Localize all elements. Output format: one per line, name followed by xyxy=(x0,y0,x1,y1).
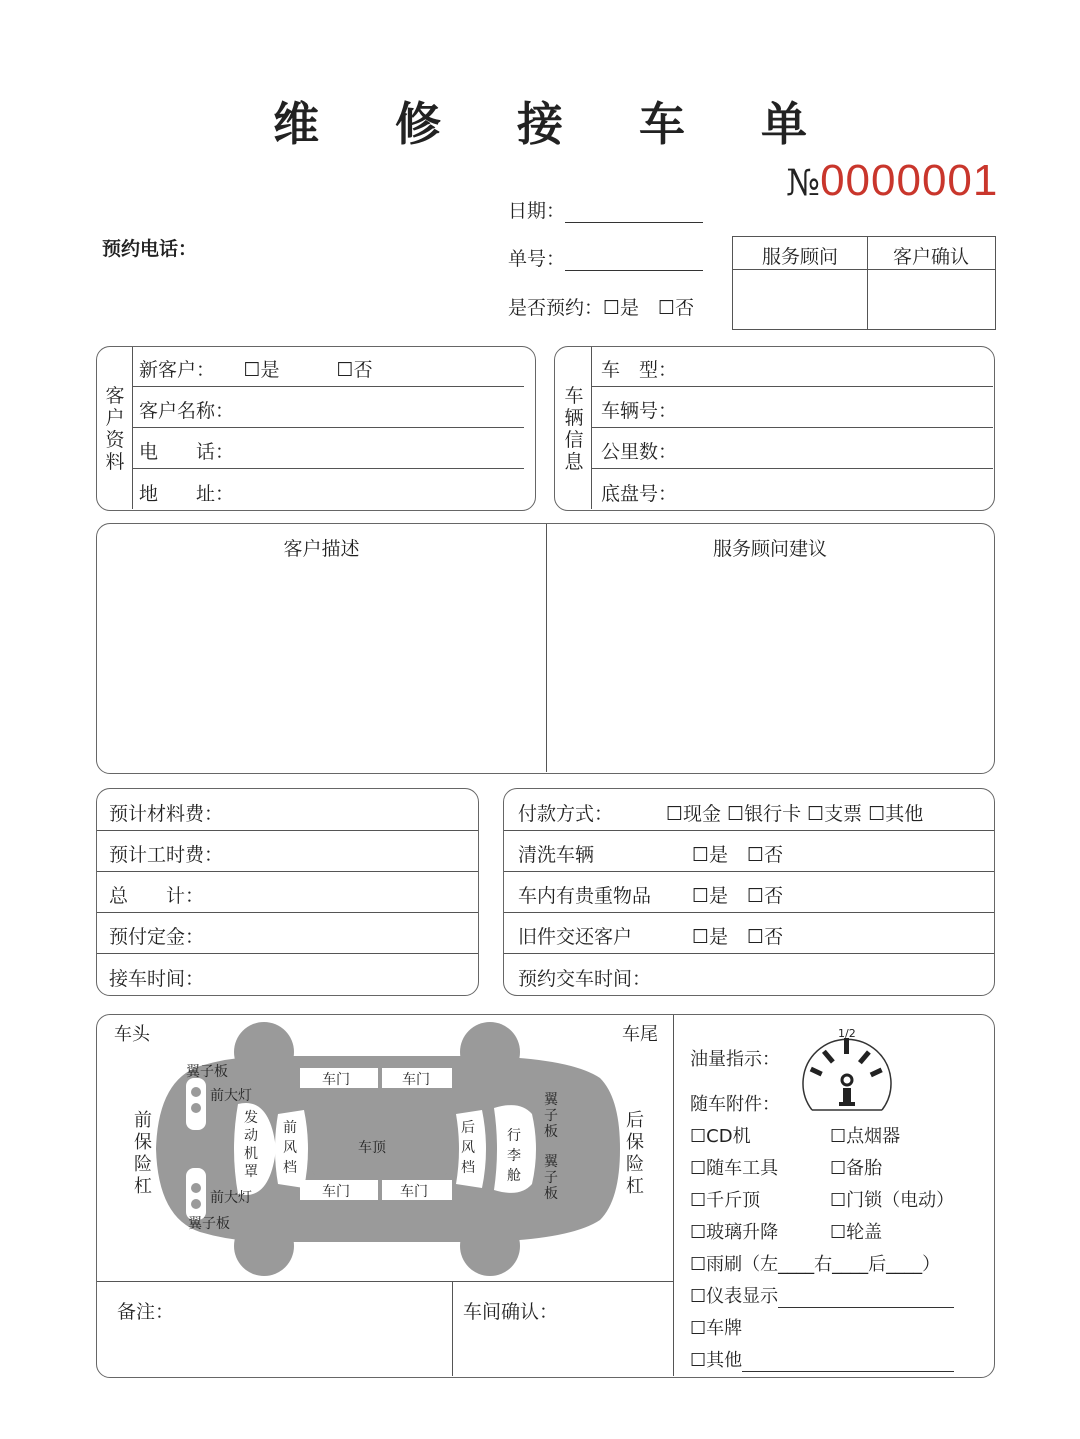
old-parts-label: 旧件交还客户 xyxy=(518,926,633,948)
fender-front-top-label[interactable]: 翼子板 xyxy=(186,1064,228,1080)
rear-windshield-char-1: 后 xyxy=(461,1120,475,1136)
serial-value: 0000001 xyxy=(820,156,999,205)
payment-method-options[interactable]: ☐现金 ☐银行卡 ☐支票 ☐其他 xyxy=(666,803,924,825)
vehicle-model-field[interactable]: 车 型： xyxy=(601,359,678,381)
rear-bumper-label[interactable] xyxy=(626,1110,650,1197)
rear-bumper-char-2: 保 xyxy=(626,1132,644,1153)
page-title: 维 修 接 车 单 xyxy=(272,97,838,151)
accessory-wiper[interactable]: ☐雨刷（左____右____后____） xyxy=(690,1254,941,1275)
remarks-label: 备注： xyxy=(117,1301,175,1323)
rear-bumper-char-1: 后 xyxy=(626,1110,644,1131)
rear-fender-bottom-char-2: 子 xyxy=(544,1170,558,1186)
door-rear-top-label[interactable]: 车门 xyxy=(402,1072,430,1088)
advisor-suggestion-label: 服务顾问建议 xyxy=(712,538,827,560)
accessories-label: 随车附件： xyxy=(690,1094,780,1115)
new-customer-field[interactable]: 新客户： ☐是 ☐否 xyxy=(139,359,373,381)
rear-bumper-char-4: 杠 xyxy=(626,1176,644,1197)
accessory-power-lock[interactable]: ☐门锁（电动） xyxy=(830,1190,955,1211)
advisor-suggestion-area[interactable] xyxy=(551,568,991,768)
wash-options[interactable]: ☐是 ☐否 xyxy=(692,844,784,866)
reservation-phone-label: 预约电话： xyxy=(102,238,198,260)
front-bumper-char-1: 前 xyxy=(134,1110,152,1131)
accessory-lighter[interactable]: ☐点烟器 xyxy=(830,1126,901,1147)
headlight-bottom-label[interactable]: 前大灯 xyxy=(210,1190,252,1206)
rear-fender-top-char-3: 板 xyxy=(544,1124,558,1140)
headlight-top-label[interactable]: 前大灯 xyxy=(210,1088,252,1104)
hood-char-1: 发 xyxy=(244,1110,258,1126)
valuables-options[interactable]: ☐是 ☐否 xyxy=(692,885,784,907)
accessory-dashboard-label: ☐仪表显示 xyxy=(690,1286,779,1307)
roof-label[interactable]: 车顶 xyxy=(358,1140,386,1156)
customer-info-section xyxy=(96,346,536,511)
serial-number xyxy=(786,156,998,206)
windshield-char-2: 风 xyxy=(283,1140,297,1156)
workshop-confirm-label: 车间确认： xyxy=(463,1301,559,1323)
accessory-other[interactable] xyxy=(690,1346,954,1372)
rear-windshield-char-2: 风 xyxy=(461,1140,475,1156)
payment-method-label: 付款方式： xyxy=(518,803,614,825)
pickup-time-field[interactable]: 接车时间： xyxy=(109,968,205,990)
cost-section xyxy=(96,788,479,996)
labor-cost-field[interactable]: 预计工时费： xyxy=(109,844,224,866)
vehicle-plate-field[interactable]: 车辆号： xyxy=(601,400,678,422)
old-parts-options[interactable]: ☐是 ☐否 xyxy=(692,926,784,948)
accessory-jack[interactable]: ☐千斤顶 xyxy=(690,1190,761,1211)
serial-prefix: № xyxy=(786,163,821,204)
wash-label: 清洗车辆 xyxy=(518,844,595,866)
rear-bumper-char-3: 险 xyxy=(626,1154,644,1175)
description-section xyxy=(96,523,995,774)
front-bumper-char-2: 保 xyxy=(134,1132,152,1153)
vehicle-mileage-field[interactable]: 公里数： xyxy=(601,441,678,463)
customer-name-field[interactable]: 客户名称： xyxy=(139,400,235,422)
fuel-gauge-icon xyxy=(798,1024,896,1114)
date-field[interactable] xyxy=(508,196,703,223)
reserved-checkbox-row[interactable]: 是否预约：☐是 ☐否 xyxy=(508,297,695,319)
order-no-label: 单号： xyxy=(508,248,566,270)
customer-phone-field[interactable]: 电 话： xyxy=(139,441,235,463)
hood-char-3: 机 xyxy=(244,1146,258,1162)
fuel-half-label: 1/2 xyxy=(838,1027,856,1040)
payment-section xyxy=(503,788,995,996)
accessory-window[interactable]: ☐玻璃升降 xyxy=(690,1222,779,1243)
rear-fender-bottom-char-1: 翼 xyxy=(544,1154,558,1170)
rear-fender-top-char-2: 子 xyxy=(544,1108,558,1124)
trunk-char-3: 舱 xyxy=(507,1168,521,1184)
rear-windshield-char-3: 档 xyxy=(461,1160,475,1176)
material-cost-field[interactable]: 预计材料费： xyxy=(109,803,224,825)
windshield-char-1: 前 xyxy=(283,1120,297,1136)
front-bumper-char-4: 杠 xyxy=(134,1176,152,1197)
advisor-label: 服务顾问 xyxy=(761,246,838,268)
trunk-char-1: 行 xyxy=(507,1128,521,1144)
customer-description-area[interactable] xyxy=(101,568,541,768)
total-cost-field[interactable]: 总 计： xyxy=(109,885,205,907)
date-label: 日期： xyxy=(508,200,566,222)
vehicle-info-title: 车 辆 信 息 xyxy=(564,385,584,473)
front-bumper-label[interactable] xyxy=(134,1110,158,1197)
signature-box xyxy=(732,236,996,330)
customer-address-field[interactable]: 地 址： xyxy=(139,483,235,505)
door-rear-bottom-label[interactable]: 车门 xyxy=(400,1184,428,1200)
car-diagram xyxy=(100,1018,672,1280)
accessory-dashboard[interactable] xyxy=(690,1282,954,1308)
door-front-bottom-label[interactable]: 车门 xyxy=(322,1184,350,1200)
accessory-tools[interactable]: ☐随车工具 xyxy=(690,1158,779,1179)
customer-info-title: 客 户 资 料 xyxy=(105,385,125,473)
customer-confirm-label: 客户确认 xyxy=(892,246,969,268)
accessory-spare-tire[interactable]: ☐备胎 xyxy=(830,1158,883,1179)
accessory-plate[interactable]: ☐车牌 xyxy=(690,1318,743,1339)
hood-char-2: 动 xyxy=(244,1128,258,1144)
fuel-label: 油量指示： xyxy=(690,1049,780,1070)
vehicle-chassis-field[interactable]: 底盘号： xyxy=(601,483,678,505)
trunk-char-2: 李 xyxy=(507,1148,521,1164)
accessory-other-label: ☐其他 xyxy=(690,1350,743,1371)
door-front-top-label[interactable]: 车门 xyxy=(322,1072,350,1088)
vehicle-info-section xyxy=(554,346,995,511)
valuables-label: 车内有贵重物品 xyxy=(518,885,652,907)
order-no-field[interactable] xyxy=(508,244,703,271)
customer-description-label: 客户描述 xyxy=(283,538,360,560)
front-bumper-char-3: 险 xyxy=(134,1154,152,1175)
windshield-char-3: 档 xyxy=(283,1160,297,1176)
delivery-time-field[interactable]: 预约交车时间： xyxy=(518,968,652,990)
deposit-field[interactable]: 预付定金： xyxy=(109,926,205,948)
hood-char-4: 罩 xyxy=(244,1164,258,1180)
fender-front-bottom-label[interactable]: 翼子板 xyxy=(188,1216,230,1232)
rear-label: 车尾 xyxy=(622,1024,658,1045)
front-label: 车头 xyxy=(114,1024,150,1045)
accessory-cd[interactable]: ☐CD机 xyxy=(690,1126,751,1147)
accessory-wheel-cover[interactable]: ☐轮盖 xyxy=(830,1222,883,1243)
rear-fender-top-char-1: 翼 xyxy=(544,1092,558,1108)
rear-fender-bottom-char-3: 板 xyxy=(544,1186,558,1202)
